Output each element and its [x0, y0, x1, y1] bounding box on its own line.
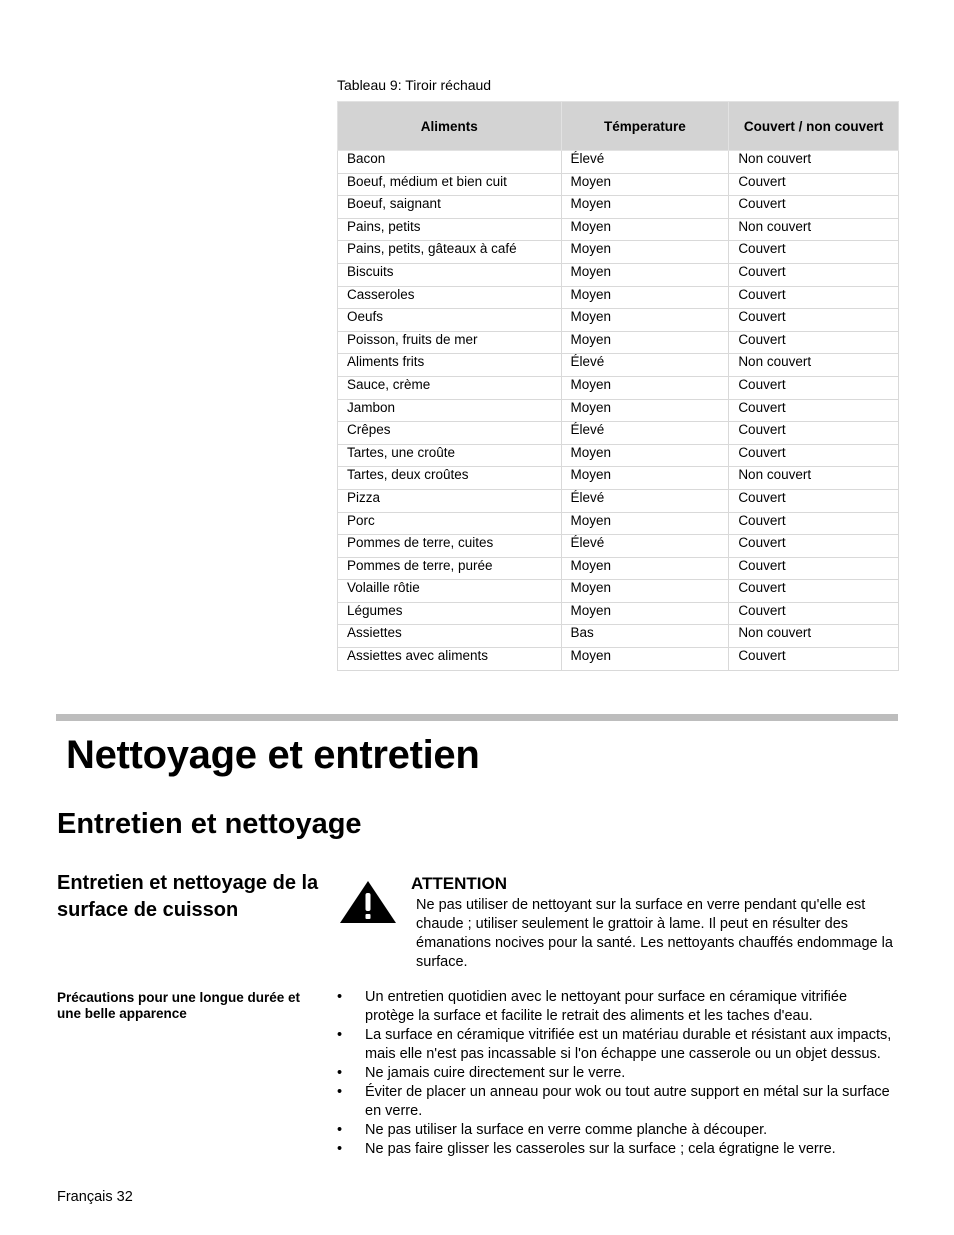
cell-couvert: Couvert: [729, 557, 899, 580]
table-row: [338, 625, 899, 648]
cell-aliment: Pizza: [338, 489, 562, 512]
cell-temperature: Moyen: [561, 218, 729, 241]
table-row: [338, 648, 899, 671]
cell-couvert: Couvert: [729, 422, 899, 445]
table-row: [338, 241, 899, 264]
cell-aliment: Tartes, une croûte: [338, 444, 562, 467]
cell-couvert: Non couvert: [729, 218, 899, 241]
table-row: [338, 151, 899, 174]
cell-couvert: Non couvert: [729, 354, 899, 377]
cell-couvert: Couvert: [729, 309, 899, 332]
precautions-list: [337, 988, 899, 1159]
table-header-row: [338, 102, 899, 151]
cell-aliment: Volaille rôtie: [338, 580, 562, 603]
table-body: [338, 151, 899, 671]
section-title: Nettoyage et entretien: [66, 733, 480, 777]
header-couvert: Couvert / non couvert: [729, 102, 899, 151]
page-footer: Français 32: [57, 1189, 133, 1205]
attention-title: ATTENTION: [411, 874, 508, 893]
list-item: [337, 1026, 899, 1064]
cell-temperature: Moyen: [561, 263, 729, 286]
list-item: [337, 1064, 899, 1083]
cell-couvert: Couvert: [729, 512, 899, 535]
cell-temperature: Élevé: [561, 151, 729, 174]
cell-couvert: Couvert: [729, 331, 899, 354]
cell-temperature: Élevé: [561, 422, 729, 445]
cell-temperature: Moyen: [561, 557, 729, 580]
table-row: [338, 309, 899, 332]
cell-aliment: Crêpes: [338, 422, 562, 445]
section-subtitle: Entretien et nettoyage: [57, 808, 362, 840]
cell-temperature: Moyen: [561, 309, 729, 332]
cell-temperature: Moyen: [561, 602, 729, 625]
cell-couvert: Couvert: [729, 399, 899, 422]
cell-couvert: Couvert: [729, 580, 899, 603]
cell-couvert: Couvert: [729, 376, 899, 399]
cell-couvert: Couvert: [729, 648, 899, 671]
bullet-icon: •: [337, 1141, 343, 1157]
table-row: [338, 331, 899, 354]
cell-temperature: Moyen: [561, 444, 729, 467]
cell-aliment: Jambon: [338, 399, 562, 422]
table-row: [338, 286, 899, 309]
list-item-text: La surface en céramique vitrifiée est un matériau durable et résistant aux impacts, mais elle n'est pas incassable si l'on échappe une casserole ou un objet dessus.: [365, 1027, 892, 1062]
cell-couvert: Couvert: [729, 489, 899, 512]
list-item-text: Ne pas faire glisser les casseroles sur la surface ; cela égratigne le verre.: [365, 1141, 836, 1157]
cell-temperature: Moyen: [561, 331, 729, 354]
table-row: [338, 218, 899, 241]
cell-temperature: Bas: [561, 625, 729, 648]
cell-aliment: Boeuf, médium et bien cuit: [338, 173, 562, 196]
cell-aliment: Bacon: [338, 151, 562, 174]
bullet-icon: •: [337, 1084, 343, 1100]
cell-temperature: Moyen: [561, 399, 729, 422]
header-temperature: Témperature: [561, 102, 729, 151]
table-row: [338, 535, 899, 558]
list-item-text: Ne jamais cuire directement sur le verre.: [365, 1065, 626, 1081]
cell-temperature: Moyen: [561, 467, 729, 490]
cell-couvert: Couvert: [729, 173, 899, 196]
table-row: [338, 196, 899, 219]
cell-temperature: Moyen: [561, 580, 729, 603]
precautions-label: Précautions pour une longue durée et une belle apparence: [57, 990, 301, 1021]
cell-aliment: Boeuf, saignant: [338, 196, 562, 219]
list-item: [337, 988, 899, 1026]
header-aliments: Aliments: [338, 102, 562, 151]
table-row: [338, 173, 899, 196]
cell-aliment: Sauce, crème: [338, 376, 562, 399]
bullet-icon: •: [337, 989, 343, 1005]
table-row: [338, 602, 899, 625]
cell-temperature: Élevé: [561, 354, 729, 377]
cell-temperature: Moyen: [561, 648, 729, 671]
cell-aliment: Légumes: [338, 602, 562, 625]
table-row: [338, 557, 899, 580]
cell-aliment: Poisson, fruits de mer: [338, 331, 562, 354]
section-divider: [56, 714, 898, 721]
cell-aliment: Tartes, deux croûtes: [338, 467, 562, 490]
table-caption: Tableau 9: Tiroir réchaud: [337, 77, 492, 93]
cell-couvert: Non couvert: [729, 467, 899, 490]
cell-aliment: Oeufs: [338, 309, 562, 332]
table-row: [338, 489, 899, 512]
table-row: [338, 580, 899, 603]
bullet-icon: •: [337, 1027, 343, 1043]
list-item: [337, 1121, 899, 1140]
cell-couvert: Couvert: [729, 602, 899, 625]
cell-aliment: Assiettes avec aliments: [338, 648, 562, 671]
cell-temperature: Élevé: [561, 535, 729, 558]
list-item-text: Ne pas utiliser la surface en verre comme planche à découper.: [365, 1122, 768, 1138]
list-item: [337, 1083, 899, 1121]
cell-temperature: Moyen: [561, 241, 729, 264]
table-row: [338, 444, 899, 467]
table-row: [338, 512, 899, 535]
cell-aliment: Pommes de terre, purée: [338, 557, 562, 580]
cell-couvert: Couvert: [729, 263, 899, 286]
cell-temperature: Moyen: [561, 286, 729, 309]
table-row: [338, 263, 899, 286]
table-row: [338, 467, 899, 490]
cell-couvert: Couvert: [729, 535, 899, 558]
cell-aliment: Porc: [338, 512, 562, 535]
cell-aliment: Biscuits: [338, 263, 562, 286]
bullet-icon: •: [337, 1122, 343, 1138]
cell-temperature: Moyen: [561, 512, 729, 535]
warming-drawer-table: [337, 101, 899, 671]
cell-temperature: Moyen: [561, 376, 729, 399]
cell-aliment: Pains, petits: [338, 218, 562, 241]
list-item-text: Un entretien quotidien avec le nettoyant pour surface en céramique vitrifiée protège la surface et facilite le retrait des aliments et les taches d'eau.: [365, 989, 848, 1024]
cell-couvert: Couvert: [729, 444, 899, 467]
attention-text: Ne pas utiliser de nettoyant sur la surface en verre pendant qu'elle est chaude ; utiliser seulement le grattoir à lame. Il peut en résulter des émanations nocives pour la santé. Les nettoyants chauffés endommage la surface.: [416, 897, 893, 970]
cell-couvert: Couvert: [729, 286, 899, 309]
table-row: [338, 399, 899, 422]
cell-couvert: Couvert: [729, 241, 899, 264]
cell-aliment: Casseroles: [338, 286, 562, 309]
cell-aliment: Pommes de terre, cuites: [338, 535, 562, 558]
cell-aliment: Assiettes: [338, 625, 562, 648]
cell-couvert: Non couvert: [729, 625, 899, 648]
cell-couvert: Couvert: [729, 196, 899, 219]
cell-temperature: Moyen: [561, 173, 729, 196]
warning-triangle-icon: [338, 879, 398, 925]
list-item: [337, 1140, 899, 1159]
table-row: [338, 422, 899, 445]
subsection-title: Entretien et nettoyage de la surface de cuisson: [57, 872, 319, 921]
table-row: [338, 354, 899, 377]
list-item-text: Éviter de placer un anneau pour wok ou tout autre support en métal sur la surface en verre.: [365, 1084, 890, 1119]
cell-temperature: Élevé: [561, 489, 729, 512]
cell-aliment: Aliments frits: [338, 354, 562, 377]
cell-couvert: Non couvert: [729, 151, 899, 174]
bullet-icon: •: [337, 1065, 343, 1081]
cell-temperature: Moyen: [561, 196, 729, 219]
cell-aliment: Pains, petits, gâteaux à café: [338, 241, 562, 264]
table-row: [338, 376, 899, 399]
